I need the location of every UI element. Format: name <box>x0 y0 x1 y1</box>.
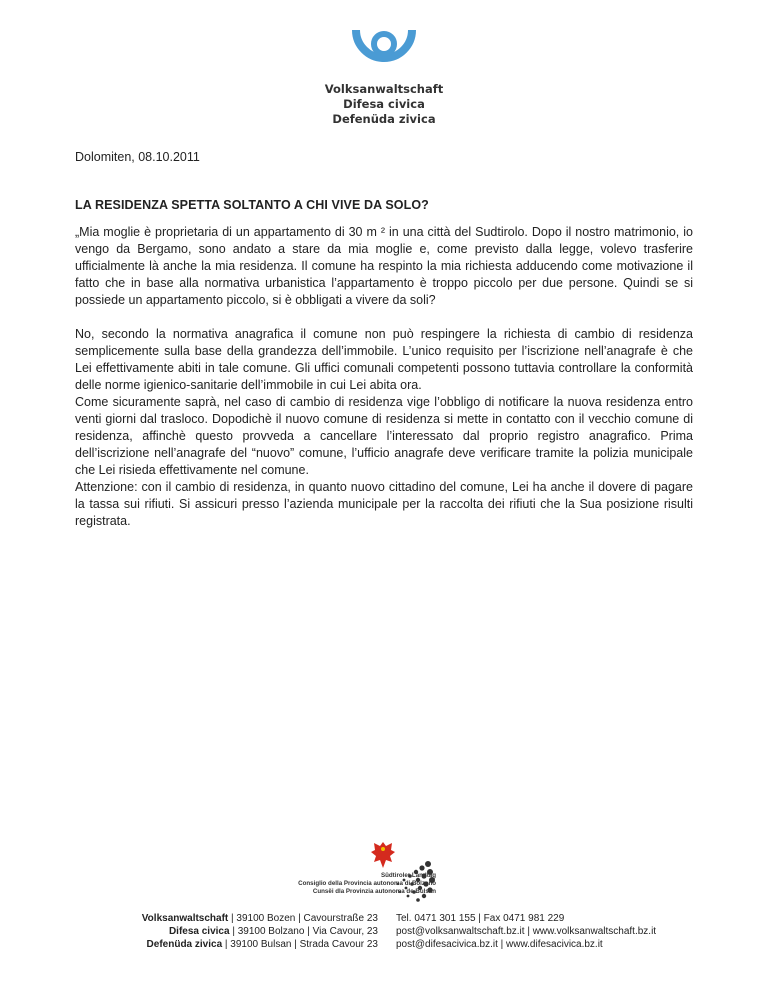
org-name-ladin: Defenüda zivica <box>332 112 436 126</box>
org-name-italian: Difesa civica <box>343 97 425 111</box>
ombudsman-logo <box>0 22 768 82</box>
footer-org-german: Volksanwaltschaft <box>141 913 229 924</box>
org-names <box>0 82 768 127</box>
paragraph-question: „Mia moglie è proprietaria di un appartamento di 30 m ² in una città del Sudtirolo. Dopo il nostro matrimonio, io vengo da Bergamo, sono andato a stare da mia moglie e, come previsto dalla legge, volevo trasferire ufficialmente là anche la mia residenza. Il comune ha respinto la mia richiesta adducendo come motivazione il fatto che in base alla normativa urbanistica l’appartamento è troppo piccolo per due persone. Quindi se si possiede un appartamento piccolo, si è obbligati a vivere da soli? <box>75 225 693 307</box>
paragraph-answer-3: Attenzione: con il cambio di residenza, in quanto nuovo cittadino del comune, Lei ha anche il dovere di pagare la tassa sui rifiuti. Si assicuri presso l’azienda municipale per la raccolta dei rifiuti che la Sua posizione risulti registrata. <box>75 480 693 528</box>
footer-address-italian <box>142 925 378 938</box>
footer-address-italian-text: | 39100 Bolzano | Via Cavour, 23 <box>229 926 378 937</box>
dateline: Dolomiten, 08.10.2011 <box>75 150 200 164</box>
article-body <box>75 224 693 530</box>
footer-address-german-text: | 39100 Bozen | Cavourstraße 23 <box>228 913 378 924</box>
article-title: LA RESIDENZA SPETTA SOLTANTO A CHI VIVE DA SOLO? <box>75 198 429 212</box>
footer-addresses <box>142 912 378 951</box>
footer-contact-italian[interactable]: post@difesacivica.bz.it | www.difesacivica.bz.it <box>396 939 603 950</box>
paragraph-answer-2: Come sicuramente saprà, nel caso di cambio di residenza vige l’obbligo di notificare la nuova residenza entro venti giorni dal trasloco. Dopodichè il nuovo comune di residenza si mette in contatto con il vecchio comune di residenza, affinchè questo provveda a cancellare l’interessato dal proprio registro anagrafico. Prima dell’iscrizione nell’anagrafe del “nuovo” comune, l’ufficio anagrafe deve verificare tramite la polizia municipale che Lei risieda effettivamente nel comune. <box>75 395 693 477</box>
footer-address-ladin-text: | 39100 Bulsan | Strada Cavour 23 <box>222 939 378 950</box>
landtag-names <box>266 872 436 896</box>
org-name-german: Volksanwaltschaft <box>324 82 444 96</box>
footer-address-german <box>142 912 378 925</box>
footer-phone-fax: Tel. 0471 301 155 | Fax 0471 981 229 <box>396 913 565 924</box>
footer-contacts <box>396 912 656 951</box>
footer-org-italian: Difesa civica <box>168 926 230 937</box>
landtag-name-german: Südtiroler Landtag <box>380 872 436 879</box>
footer-org-ladin: Defenüda zivica <box>146 939 223 950</box>
paragraph-answer-1: No, secondo la normativa anagrafica il comune non può respingere la richiesta di cambio di residenza semplicemente sulla base della grandezza dell’immobile. L’unico requisito per l’iscrizione nell’anagrafe è che Lei effettivamente abiti in tale comune. Gli uffici comunali competenti possono tuttavia controllare la conformità delle norme igienico-sanitarie dell’immobile in cui Lei abita ora. <box>75 327 693 392</box>
landtag-name-italian: Consiglio della Provincia autonoma di Bolzano <box>298 880 436 887</box>
landtag-logo <box>236 840 436 900</box>
ombudsman-logo-icon <box>344 22 424 82</box>
footer-contact-german[interactable]: post@volksanwaltschaft.bz.it | www.volksanwaltschaft.bz.it <box>396 926 657 937</box>
footer-address-ladin <box>142 938 378 951</box>
landtag-name-ladin: Cunsëi dla Provinzia autonoma de Bulsan <box>312 888 436 895</box>
